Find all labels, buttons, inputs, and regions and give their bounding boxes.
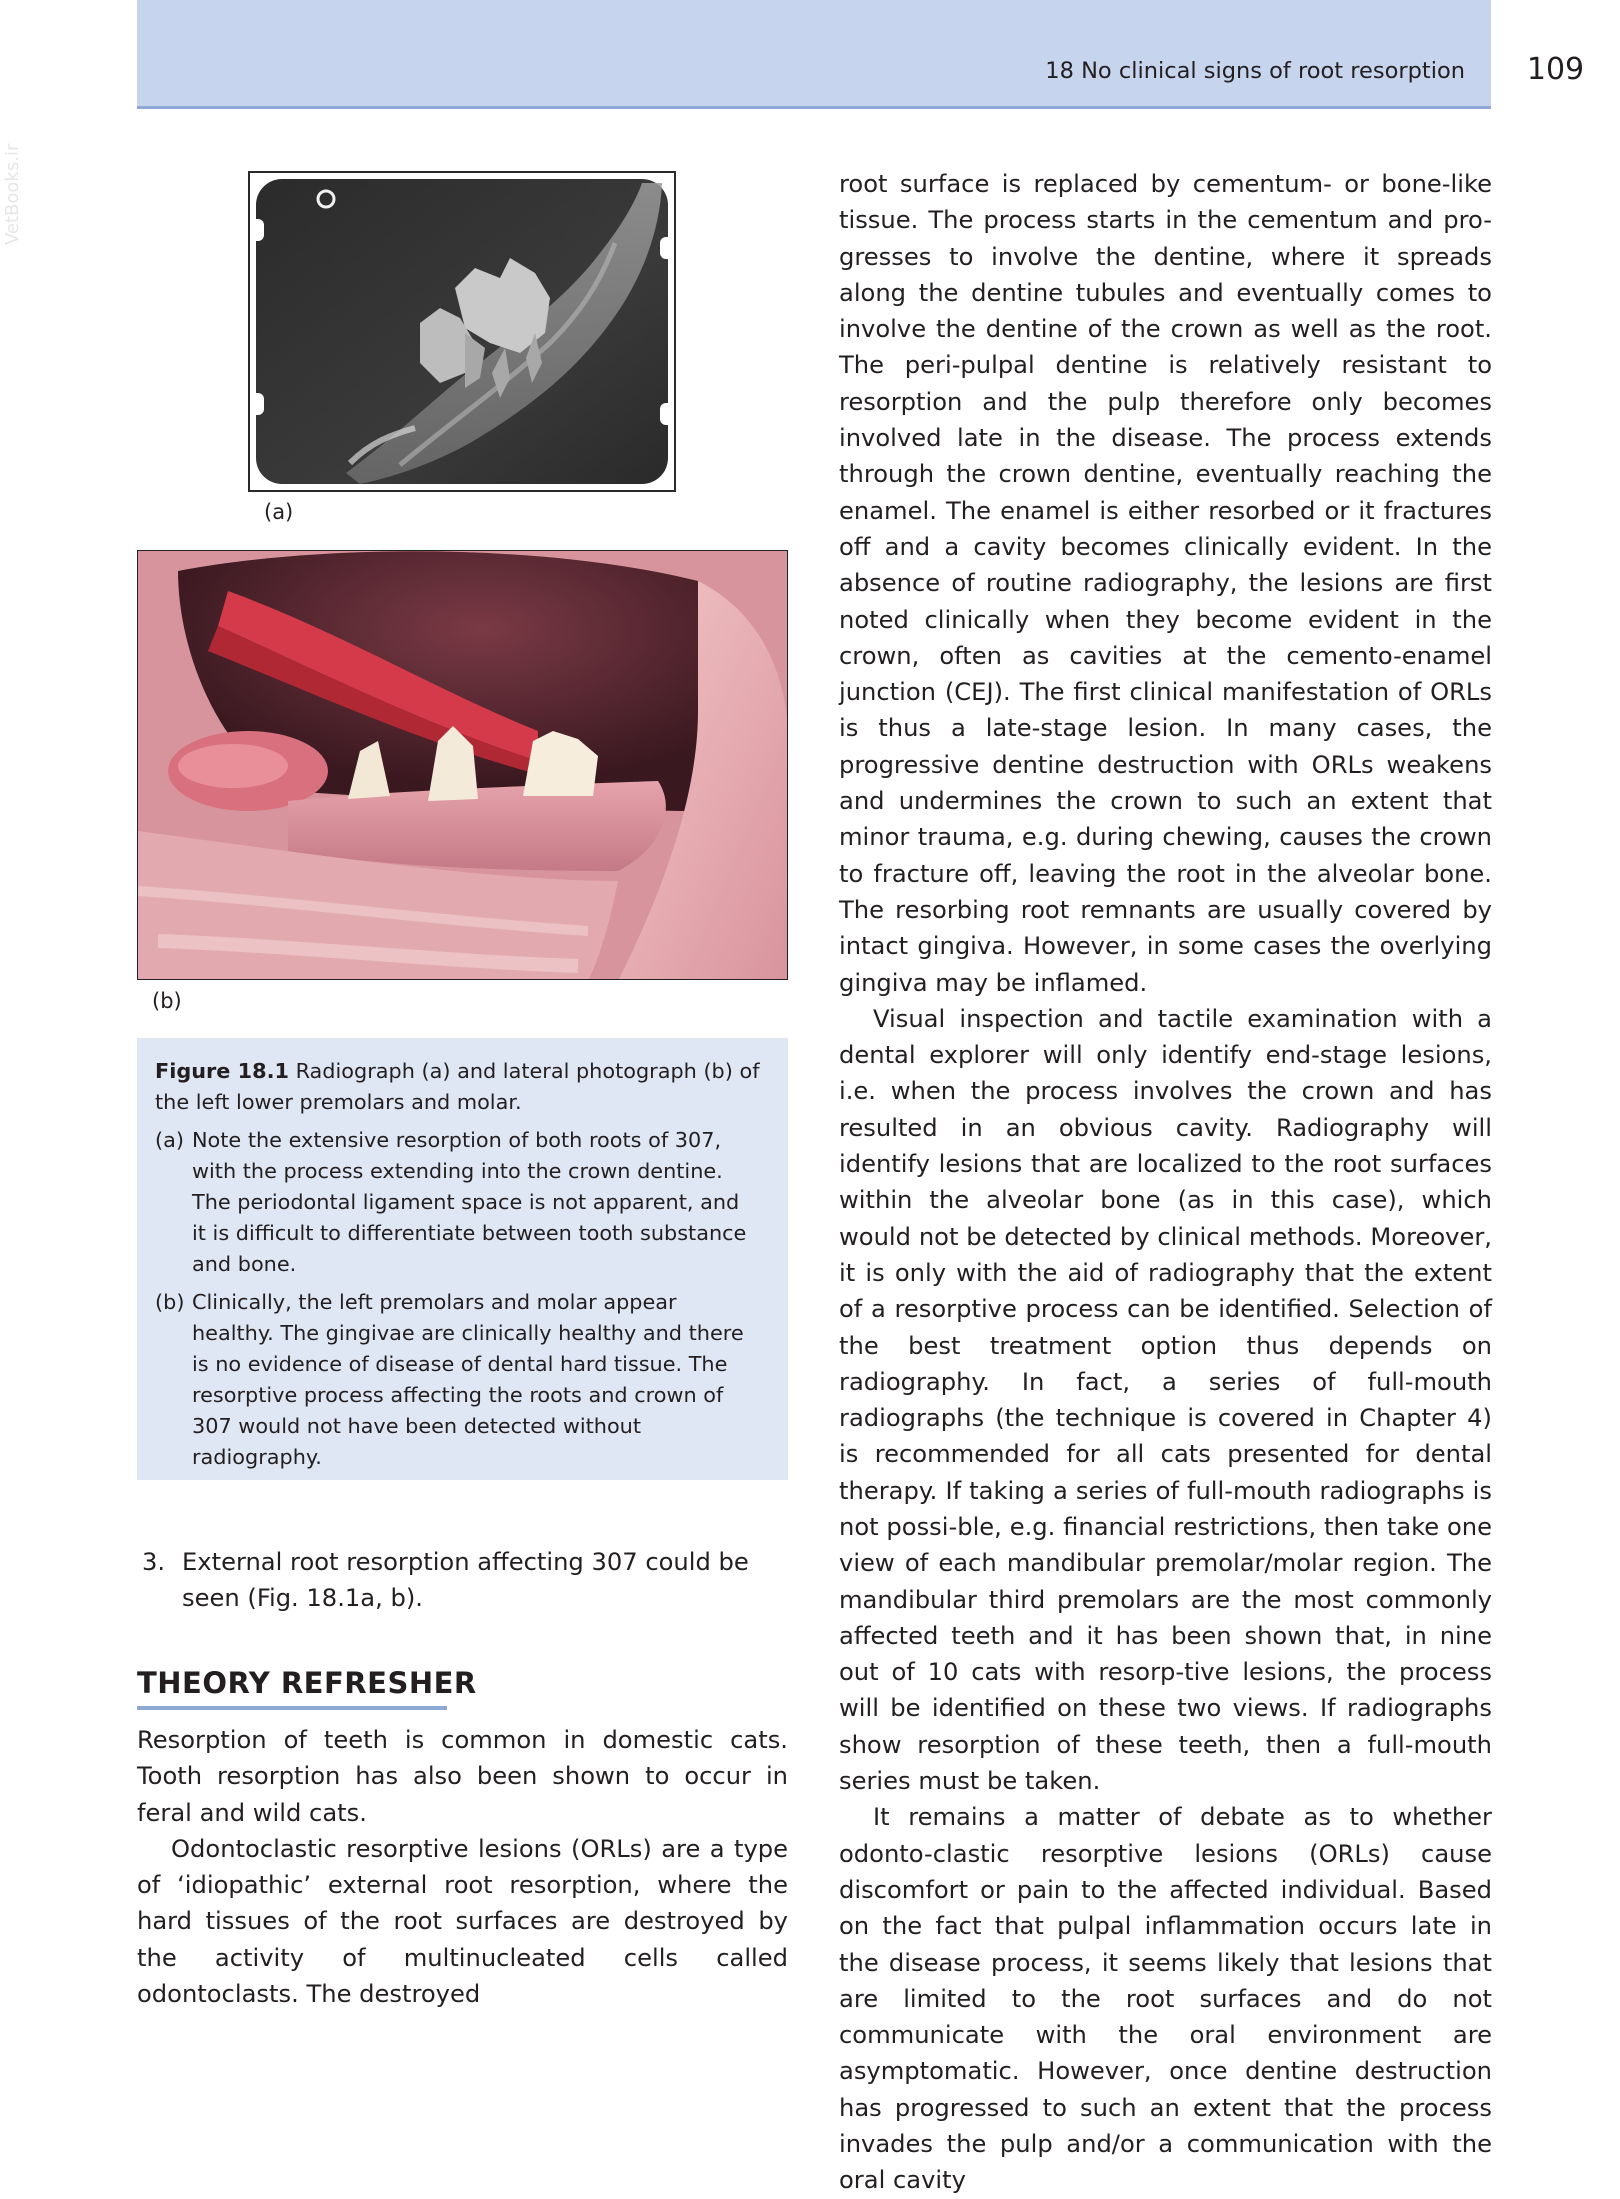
figure-radiograph (248, 171, 676, 492)
caption-title: Figure 18.1 (155, 1059, 289, 1083)
numbered-list-item (142, 1544, 792, 1617)
paragraph: It remains a matter of debate as to whether odonto-clastic resorptive lesions (ORLs) cause discomfort or pain to the affected individual. Based on the fact that pulpal inflammation occurs late in the disease process, it seems likely that lesions that are limited to the root surfaces and do not communicate with the oral environment are asymptomatic. However, once dentine destruction has progressed to such an extent that the process invades the pulp and/or a communication with the oral cavity (839, 1803, 1492, 2195)
list-item-text: External root resorption affecting 307 could be seen (Fig. 18.1a, b). (182, 1548, 749, 1613)
left-column-text (137, 1722, 788, 2012)
caption-item-a (155, 1125, 768, 1280)
radiograph-image (250, 173, 674, 490)
panel-a-label: (a) (264, 500, 294, 524)
paragraph: Resorption of teeth is common in domestic cats. Tooth resorption has also been shown to occur in feral and wild cats. (137, 1726, 788, 1827)
caption-item-text: Note the extensive resorption of both roots of 307, with the process extending into the crown dentine. The periodontal ligament space is not apparent, and it is difficult to differentiate between tooth substance and bone. (192, 1128, 747, 1276)
page-number: 109 (1526, 52, 1585, 87)
right-column-text (839, 166, 1492, 2199)
running-head: 18 No clinical signs of root resorption (1045, 58, 1465, 84)
paragraph: Odontoclastic resorptive lesions (ORLs) are a type of ‘idiopathic’ external root resorption, where the hard tissues of the root surfaces are destroyed by the activity of multinucleated cells called odontoclasts. The destroyed (137, 1834, 788, 2009)
caption-item-label: (b) (155, 1290, 185, 1314)
caption-item-label: (a) (155, 1128, 184, 1152)
section-heading-rule (137, 1706, 447, 1710)
list-item-number: 3. (142, 1548, 166, 1576)
caption-item-text: Clinically, the left premolars and molar appear healthy. The gingivae are clinically healthy and there is no evidence of disease of dental hard tissue. The resorptive process affecting the roots and crown of 307 would not have been detected without radiography. (192, 1290, 744, 1469)
running-header-band (137, 0, 1491, 109)
section-heading: THEORY REFRESHER (137, 1666, 477, 1700)
clinical-photo-image (138, 551, 788, 980)
panel-b-label: (b) (152, 989, 182, 1013)
paragraph: Visual inspection and tactile examination with a dental explorer will only identify end-stage lesions, i.e. when the process involves the crown and has resulted in an obvious cavity. Radiography will identify lesions that are localized to the root surfaces within the alveolar bone (as in this case), which would not be detected by clinical methods. Moreover, it is only with the aid of radiography that the extent of a resorptive process can be identified. Selection of the best treatment option thus depends on radiography. In fact, a series of full-mouth radiographs (the technique is covered in Chapter 4) is recommended for all cats presented for dental therapy. If taking a series of full-mouth radiographs is not possi-ble, e.g. financial restrictions, then take one view of each mandibular premolar/molar region. The mandibular third premolars are the most commonly affected teeth and it has been shown that, in nine out of 10 cats with resorp-tive lesions, the process will be identified on these two views. If radiographs show resorption of these teeth, then a full-mouth series must be taken. (839, 1004, 1492, 1796)
watermark: VetBooks.ir (2, 143, 23, 245)
caption-text: Radiograph (a) and lateral photograph (b) of the left lower premolars and molar. (155, 1059, 760, 1114)
caption-intro (155, 1056, 768, 1118)
figure-caption (137, 1038, 788, 1480)
caption-item-b (155, 1287, 768, 1473)
paragraph: root surface is replaced by cementum- or bone-like tissue. The process starts in the cementum and pro-gresses to involve the dentine, where it spreads along the dentine tubules and eventually comes to involve the dentine of the crown as well as the root. The peri-pulpal dentine is relatively resistant to resorption and the pulp therefore only becomes involved late in the disease. The process extends through the crown dentine, eventually reaching the enamel. The enamel is either resorbed or it fractures off and a cavity becomes clinically evident. In the absence of routine radiography, the lesions are first noted clinically when they become evident in the crown, often as cavities at the cemento-enamel junction (CEJ). The first clinical manifestation of ORLs is thus a late-stage lesion. In many cases, the progressive dentine destruction with ORLs weakens and undermines the crown to such an extent that minor trauma, e.g. during chewing, causes the crown to fracture off, leaving the root in the alveolar bone. The resorbing root remnants are usually covered by intact gingiva. However, in some cases the overlying gingiva may be inflamed. (839, 170, 1492, 997)
figure-clinical-photo (137, 550, 788, 980)
